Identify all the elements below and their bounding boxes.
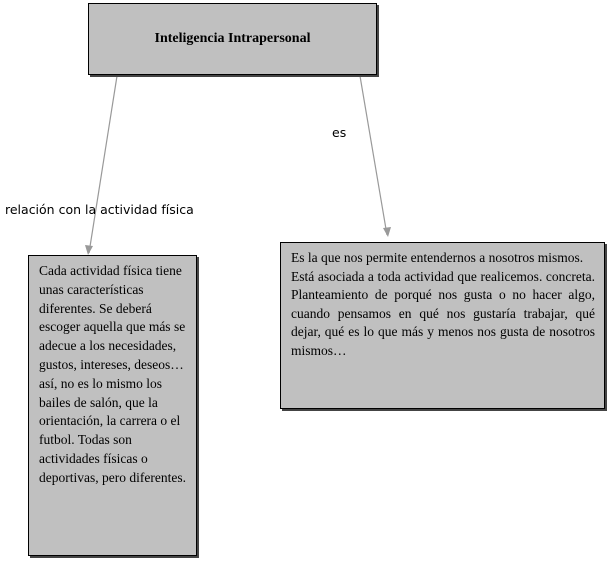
root-node-title: Inteligencia Intrapersonal [154, 31, 311, 46]
right-node [280, 242, 605, 409]
right-node-paragraph-1: Es la que nos permite entendernos a nosotros mismos. [291, 250, 584, 265]
right-node-paragraph-2: Está asociada a toda actividad que realicemos. concreta. Planteamiento de porqué nos gusta o no hacer algo, cuando pensamos en qué nos gustaría trabajar, qué dejar, qué es lo que más y menos nos gusta de nosotros mismos… [291, 268, 595, 358]
edge-root-to-left [89, 76, 117, 253]
edge-label-right: es [332, 125, 347, 140]
left-node [28, 255, 197, 556]
left-node-text: Cada actividad física tiene unas características diferentes. Se deberá escoger aquella que más se adecue a los necesidades, gustos, intereses, deseos…así, no es lo mismo los bailes de salón, que la orientación, la carrera o el futbol. Todas son actividades físicas o deportivas, pero diferentes. [39, 263, 186, 485]
arrowhead-left [85, 245, 93, 255]
root-node [88, 3, 377, 75]
arrowhead-right [383, 227, 391, 237]
edge-root-to-right [360, 76, 387, 235]
edge-label-left: relación con la actividad física [5, 202, 194, 217]
